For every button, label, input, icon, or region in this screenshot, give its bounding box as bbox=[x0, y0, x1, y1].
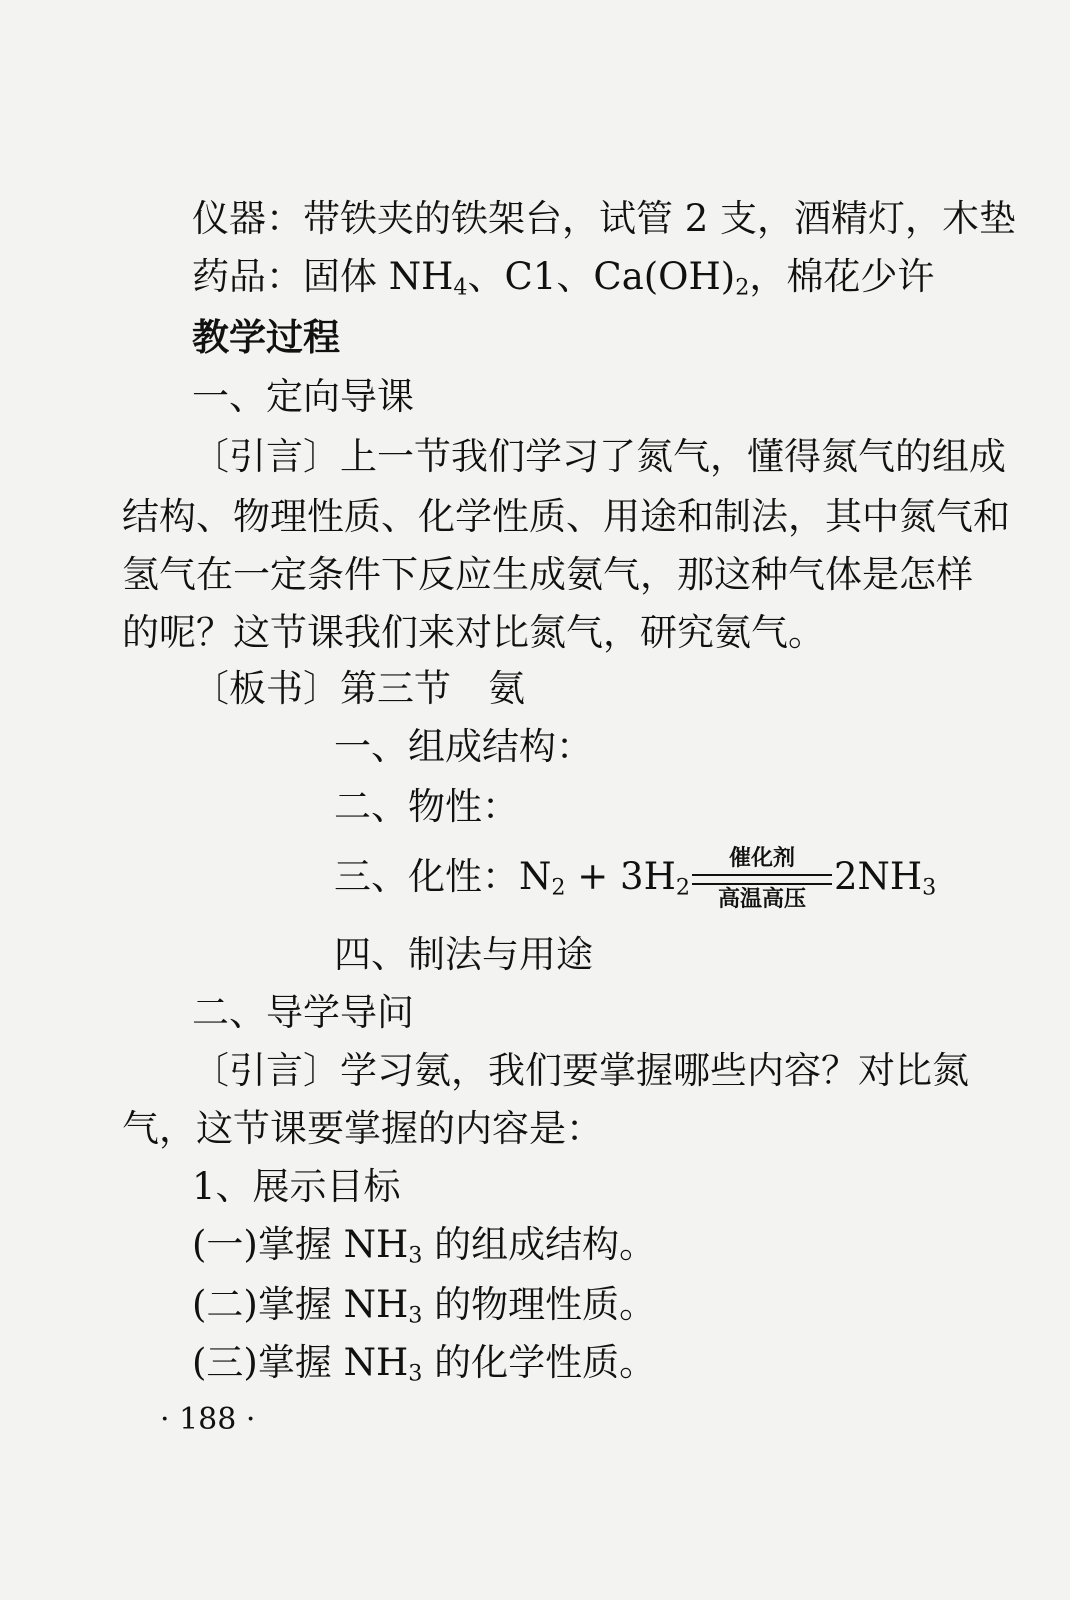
board-item-1: 一、组成结构： bbox=[334, 725, 593, 768]
goal-2: (二)掌握 $NH_3$ 的物理性质。 bbox=[192, 1283, 657, 1329]
step1-heading: 一、定向导课 bbox=[192, 375, 414, 418]
goal-1: (一)掌握 $NH_3$ 的组成结构。 bbox=[192, 1223, 657, 1269]
intro1-line-2: 结构、物理性质、化学性质、用途和制法，其中氮气和 bbox=[122, 495, 1010, 538]
board-item-3-equation: 三、化性：$N_2 + 3H_2$ 催化剂 高温高压 $2NH_3$ bbox=[334, 846, 937, 912]
goal-3: (三)掌握 $NH_3$ 的化学性质。 bbox=[192, 1341, 657, 1387]
step2-heading: 二、导学导问 bbox=[192, 991, 414, 1034]
intro2-line-2: 气，这节课要掌握的内容是： bbox=[122, 1107, 603, 1150]
goals-title: 1、展示目标 bbox=[192, 1165, 401, 1208]
condition-label: 高温高压 bbox=[717, 887, 806, 912]
intro1-line-4: 的呢？这节课我们来对比氮气，研究氨气。 bbox=[122, 611, 825, 654]
instruments-line: 仪器：带铁夹的铁架台，试管 2 支，酒精灯，木垫 bbox=[192, 197, 1017, 240]
page-number: · 188 · bbox=[160, 1402, 256, 1437]
intro1-line-3: 氢气在一定条件下反应生成氨气，那这种气体是怎样 bbox=[122, 553, 973, 596]
board-item-4: 四、制法与用途 bbox=[334, 933, 593, 976]
reagents-line: 药品：固体 $NH_4$、C1、$Ca(OH)_2$，棉花少许 bbox=[192, 255, 935, 301]
process-heading: 教学过程 bbox=[192, 315, 340, 359]
equals-bar bbox=[692, 874, 832, 885]
reaction-condition bbox=[692, 846, 832, 913]
catalyst-label: 催化剂 bbox=[728, 846, 795, 871]
board-item-2: 二、物性： bbox=[334, 785, 519, 828]
intro2-line-1: 〔引言〕学习氨，我们要掌握哪些内容？对比氮 bbox=[192, 1049, 969, 1092]
intro1-line-1: 〔引言〕上一节我们学习了氮气，懂得氮气的组成 bbox=[192, 435, 1006, 478]
board-title: 〔板书〕第三节 氨 bbox=[192, 667, 525, 710]
